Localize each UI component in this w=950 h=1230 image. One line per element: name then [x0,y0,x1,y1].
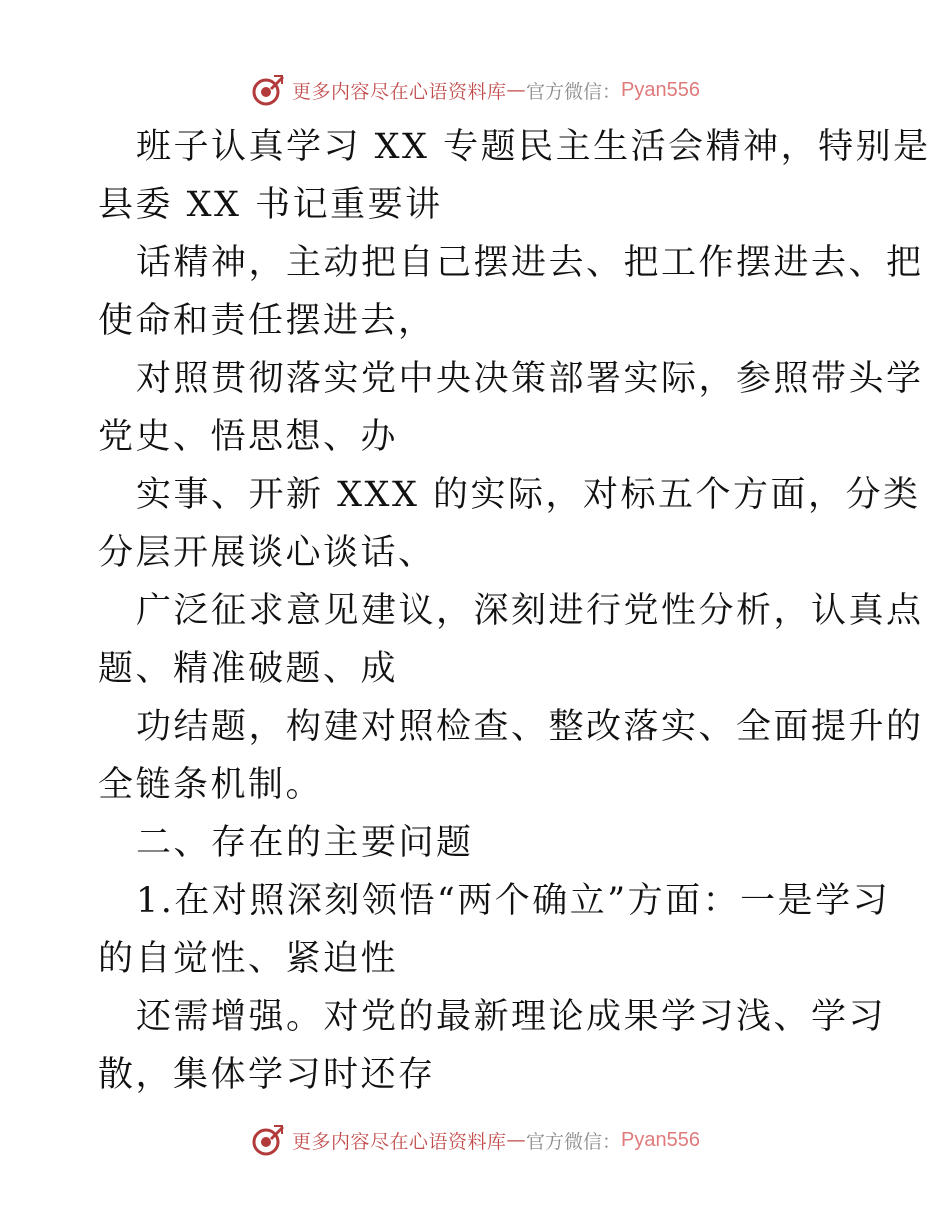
body-line: 题、精准破题、成 [98,649,399,689]
body-line: 话精神，主动把自己摆进去、把工作摆进去、把 [136,243,924,283]
section-heading: 二、存在的主要问题 [136,823,474,863]
body-line: 使命和责任摆进去， [98,301,436,341]
watermark-contact-label: 官方微信： [526,80,622,103]
watermark-wechat-id: Pyan556 [621,78,700,101]
body-line: 广泛征求意见建议，深刻进行党性分析，认真点 [136,591,924,631]
pen-nib-icon [250,72,286,108]
pen-nib-icon [250,1122,286,1158]
body-line: 还需增强。对党的最新理论成果学习浅、学习 [136,997,887,1037]
body-line: 分层开展谈心谈话、 [98,533,436,573]
body-line: 全链条机制。 [98,765,324,805]
body-line: 实事、开新 XXX 的实际，对标五个方面，分类 [136,475,921,515]
watermark-text: 更多内容尽在心语资料库 [292,1130,507,1153]
watermark-dash: — [506,79,527,101]
footer-watermark [0,1118,950,1162]
watermark-dash: — [506,1129,527,1151]
watermark-wechat-id: Pyan556 [621,1128,700,1151]
watermark-contact-label: 官方微信： [526,1130,622,1153]
document-body [98,118,931,1104]
body-line: 1.在对照深刻领悟“两个确立”方面：一是学习 [136,881,891,921]
body-line: 对照贯彻落实党中央决策部署实际，参照带头学 [136,359,924,399]
body-line: 班子认真学习 XX 专题民主生活会精神，特别是 [136,127,931,167]
body-line: 散，集体学习时还存 [98,1055,436,1095]
watermark-text: 更多内容尽在心语资料库 [292,80,507,103]
header-watermark [0,68,950,112]
body-line: 的自觉性、紧迫性 [98,939,399,979]
body-line: 党史、悟思想、办 [98,417,399,457]
body-line: 功结题，构建对照检查、整改落实、全面提升的 [136,707,924,747]
body-line: 县委 XX 书记重要讲 [98,185,443,225]
